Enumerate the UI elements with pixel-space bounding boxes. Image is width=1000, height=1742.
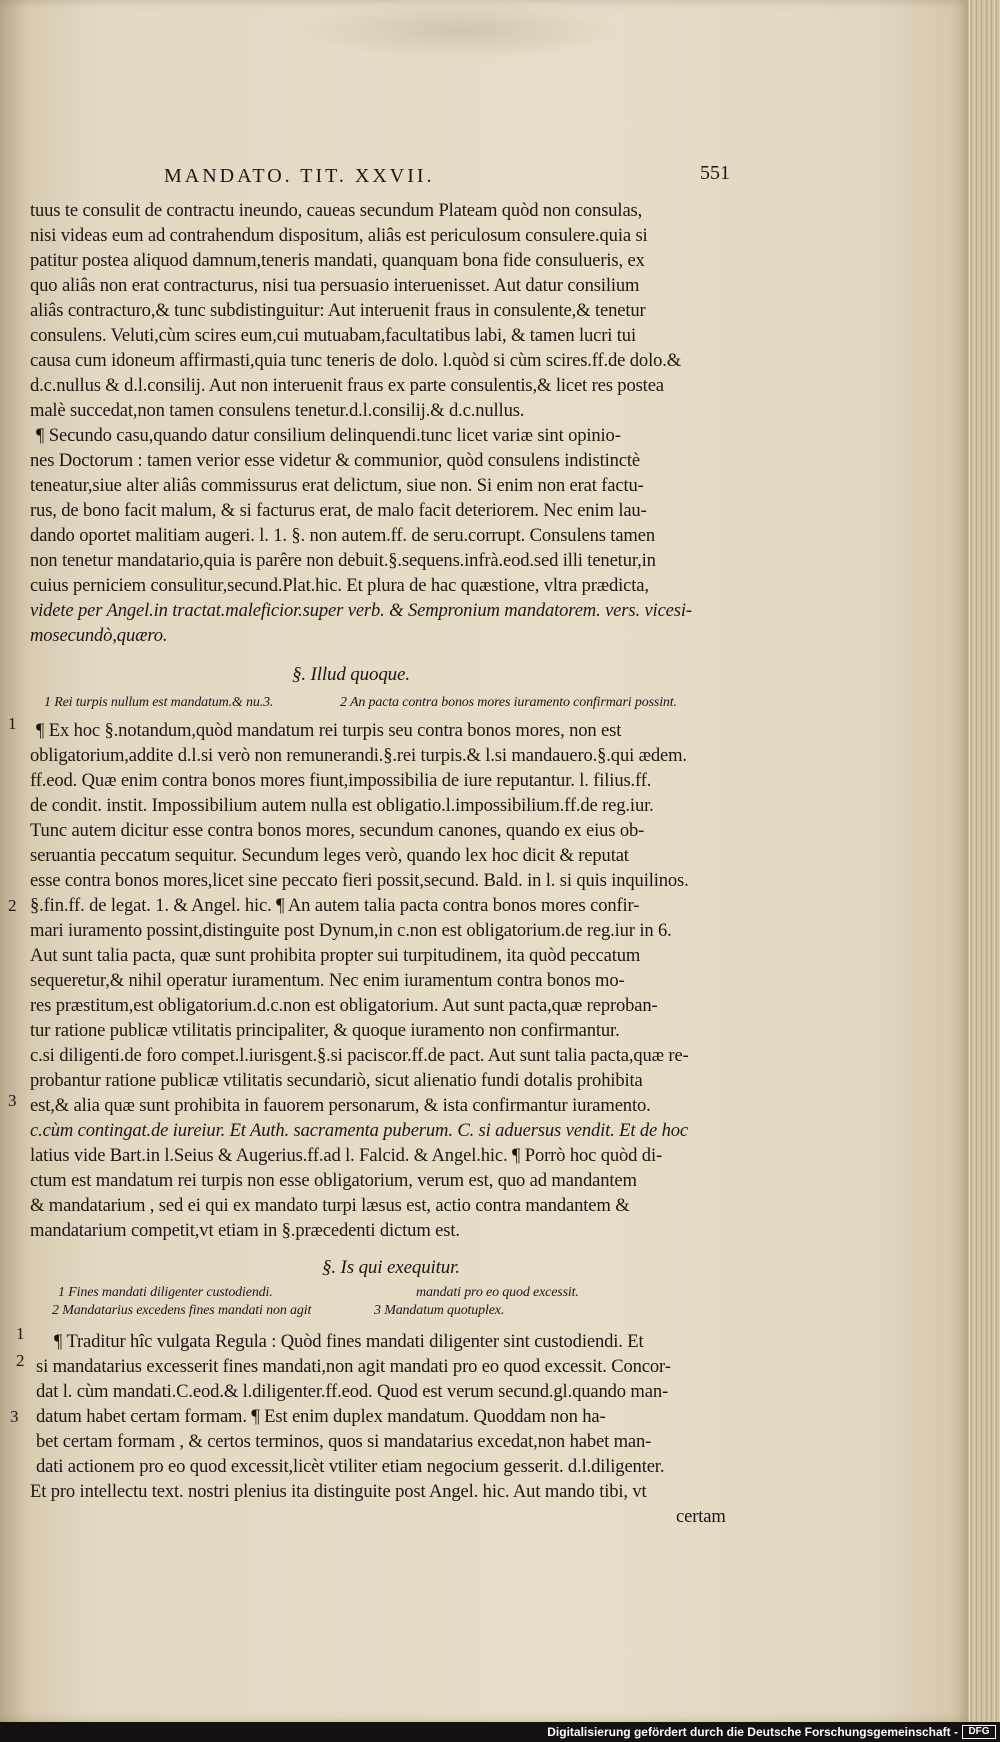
- summary-item: 1 Rei turpis nullum est mandatum.& nu.3.: [44, 695, 274, 710]
- text-line: Et pro intellectu text. nostri plenius ita distinguite post Angel. hic. Aut mando tibi, vt: [30, 1481, 647, 1502]
- text-line: malè succedat,non tamen consulens tenetur.d.l.consilij.& d.c.nullus.: [30, 400, 525, 421]
- text-line: nes Doctorum : tamen verior esse videtur & communior, quòd consulens indistinctè: [30, 450, 641, 471]
- text-line: consulens. Veluti,cùm scires eum,cui mutuabam,facultatibus labi, & tamen lucri tui: [30, 325, 636, 346]
- text-line: mosecundò,quæro.: [30, 625, 168, 646]
- text-line: res præstitum,est obligatorium.d.c.non est obligatorium. Aut sunt pacta,quæ reproban-: [30, 995, 658, 1016]
- section-heading: §. Is qui exequitur.: [322, 1257, 460, 1278]
- text-line: & mandatarium , sed ei qui ex mandato turpi læsus est, actio contra mandantem &: [30, 1195, 630, 1216]
- text-line: sequeretur,& nihil operatur iuramentum. Nec enim iuramentum contra bonos mo-: [30, 970, 625, 991]
- text-line: cuius perniciem consulitur,secund.Plat.hic. Et plura de hac quæstione, vltra prædicta,: [30, 575, 649, 596]
- section-heading: §. Illud quoque.: [292, 664, 410, 685]
- summary-item: 2 Mandatarius excedens fines mandati non agit: [52, 1303, 312, 1318]
- running-head: MANDATO. TIT. XXVII.: [164, 165, 435, 187]
- text-line: si mandatarius excesserit fines mandati,non agit mandati pro eo quod excessit. Concor-: [36, 1356, 671, 1377]
- catchword: certam: [676, 1506, 726, 1527]
- margin-number: 3: [10, 1407, 19, 1426]
- margin-number: 1: [16, 1324, 25, 1343]
- footer-credit: Digitalisierung gefördert durch die Deutsche Forschungsgemeinschaft -: [547, 1725, 958, 1739]
- text-line: dati actionem pro eo quod excessit,licèt vtiliter etiam negocium gesserit. d.l.diligenter.: [36, 1456, 665, 1477]
- text-line: latius vide Bart.in l.Seius & Augerius.ff.ad l. Falcid. & Angel.hic. ¶ Porrò hoc quòd di-: [30, 1145, 663, 1166]
- text-line: Tunc autem dicitur esse contra bonos mores, secundum canones, quando ex eius ob-: [30, 820, 645, 841]
- text-line: tuus te consulit de contractu ineundo, caueas secundum Plateam quòd non consulas,: [30, 200, 643, 221]
- text-line: ¶ Ex hoc §.notandum,quòd mandatum rei turpis seu contra bonos mores, non est: [36, 720, 622, 741]
- paper-stain: [300, 0, 620, 60]
- text-line: aliâs contracturo,& tunc subdistinguitur: Aut interuenit fraus in consulente,& tenetur: [30, 300, 646, 321]
- margin-number: 2: [16, 1351, 25, 1370]
- margin-number: 3: [8, 1091, 17, 1110]
- text-line: de condit. instit. Impossibilium autem nulla est obligatio.l.impossibilium.ff.de reg.iur.: [30, 795, 654, 816]
- text-line: esse contra bonos mores,licet sine peccato fieri possit,secund. Bald. in l. si quis inquilinos.: [30, 870, 689, 891]
- text-line: nisi videas eum ad contrahendum dispositum, aliâs est periculosum consulere.quia si: [30, 225, 648, 246]
- text-line: ctum est mandatum rei turpis non esse obligatorium, verum est, quo ad mandantem: [30, 1170, 637, 1191]
- summary-item: 2 An pacta contra bonos mores iuramento confirmari possint.: [340, 695, 677, 710]
- text-line: causa cum idoneum affirmasti,quia tunc teneris de dolo. l.quòd si cùm scires.ff.de dolo.&: [30, 350, 682, 371]
- page-fore-edge: [968, 0, 1000, 1722]
- text-line: seruantia peccatum sequitur. Secundum leges verò, quando lex hoc dicit & reputat: [30, 845, 629, 866]
- summary-item: 3 Mandatum quotuplex.: [374, 1303, 505, 1318]
- text-line: mandatarium competit,vt etiam in §.præcedenti dictum est.: [30, 1220, 460, 1241]
- text-line: patitur postea aliquod damnum,teneris mandati, quanquam bona fide consulueris, ex: [30, 250, 645, 271]
- text-line: bet certam formam , & certos terminos, quos si mandatarius excedat,non habet man-: [36, 1431, 652, 1452]
- dfg-logo: DFG: [962, 1725, 996, 1739]
- text-line: c.cùm contingat.de iureiur. Et Auth. sacramenta puberum. C. si aduersus vendit. Et de hoc: [30, 1120, 689, 1141]
- text-line: ¶ Secundo casu,quando datur consilium delinquendi.tunc licet variæ sint opinio-: [36, 425, 621, 446]
- text-line: tur ratione publicæ vtilitatis principaliter, & quoque iuramento non confirmantur.: [30, 1020, 620, 1041]
- margin-number: 1: [8, 714, 17, 733]
- summary-item: mandati pro eo quod excessit.: [416, 1285, 579, 1300]
- summary-item: 1 Fines mandati diligenter custodiendi.: [58, 1285, 273, 1300]
- text-line: d.c.nullus & d.l.consilij. Aut non interuenit fraus ex parte consulentis,& licet res postea: [30, 375, 664, 396]
- text-line: ¶ Traditur hîc vulgata Regula : Quòd fines mandati diligenter sint custodiendi. Et: [54, 1331, 644, 1352]
- text-line: c.si diligenti.de foro compet.l.iurisgent.§.si paciscor.ff.de pact. Aut sunt talia pacta,quæ re-: [30, 1045, 689, 1066]
- text-line: probantur ratione publicæ vtilitatis secundariò, sicut alienatio fundi dotalis prohibita: [30, 1070, 643, 1091]
- text-line: §.fin.ff. de legat. 1. & Angel. hic. ¶ An autem talia pacta contra bonos mores confir-: [30, 895, 640, 916]
- text-line: rus, de bono facit malum, & si facturus erat, de malo facit deteriorem. Nec enim lau-: [30, 500, 647, 521]
- text-line: ff.eod. Quæ enim contra bonos mores fiunt,impossibilia de iure reputantur. l. filius.ff.: [30, 770, 652, 791]
- text-line: videte per Angel.in tractat.maleficior.super verb. & Sempronium mandatorem. vers. vicesi-: [30, 600, 692, 621]
- text-line: non tenetur mandatario,quia is parêre non debuit.§.sequens.infrà.eod.sed illi tenetur,in: [30, 550, 656, 571]
- page-folio: 551: [700, 162, 730, 184]
- text-line: est,& alia quæ sunt prohibita in fauorem personarum, & ista confirmantur iuramento.: [30, 1095, 651, 1116]
- text-line: teneatur,siue alter aliâs commissurus erat delictum, siue non. Si enim non erat factu-: [30, 475, 644, 496]
- text-line: dat l. cùm mandati.C.eod.& l.diligenter.ff.eod. Quod est verum secund.gl.quando man-: [36, 1381, 669, 1402]
- text-line: Aut sunt talia pacta, quæ sunt prohibita propter sui turpitudinem, ita quòd peccatum: [30, 945, 641, 966]
- text-line: quo aliâs non erat contracturus, nisi tua persuasio interuenisset. Aut datur consilium: [30, 275, 640, 296]
- text-line: dando oportet malitiam augeri. l. 1. §. non autem.ff. de seru.corrupt. Consulens tamen: [30, 525, 655, 546]
- text-line: datum habet certam formam. ¶ Est enim duplex mandatum. Quoddam non ha-: [36, 1406, 606, 1427]
- margin-number: 2: [8, 896, 17, 915]
- text-line: mari iuramento possint,distinguite post Dynum,in c.non est obligatorium.de reg.iur in 6.: [30, 920, 672, 941]
- text-line: obligatorium,addite d.l.si verò non remunerandi.§.rei turpis.& l.si mandauero.§.qui ædem.: [30, 745, 687, 766]
